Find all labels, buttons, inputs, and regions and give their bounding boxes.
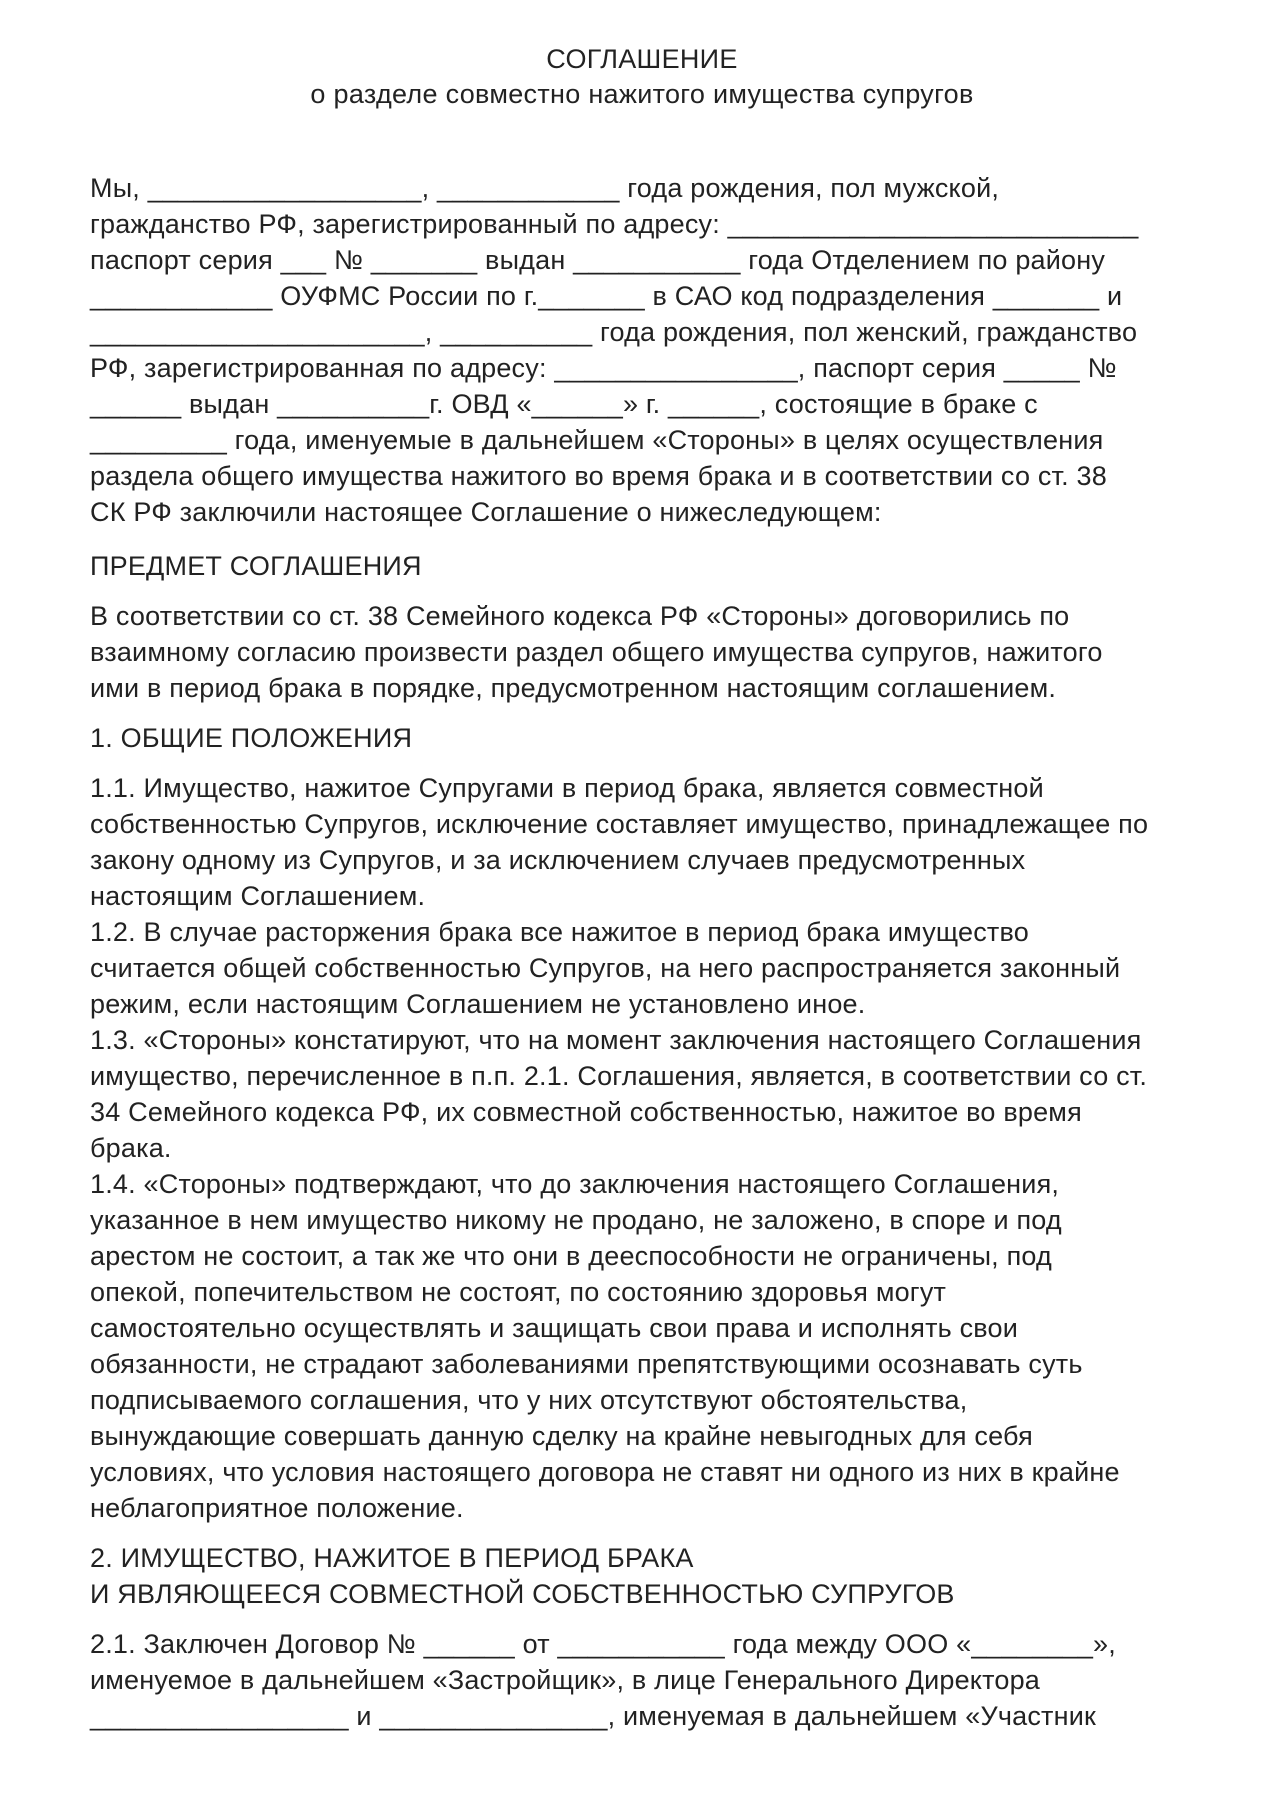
section1-line: закону одному из Супругов, и за исключением случаев предусмотренных [90, 845, 1026, 875]
section1-line: брака. [90, 1133, 172, 1163]
section2-heading-line: 2. ИМУЩЕСТВО, НАЖИТОЕ В ПЕРИОД БРАКА [90, 1543, 694, 1573]
intro-line: _________ года, именуемые в дальнейшем «Стороны» в целях осуществления [90, 425, 1104, 455]
intro-line: паспорт серия ___ № _______ выдан ___________ года Отделением по району [90, 245, 1106, 275]
intro-paragraph [90, 170, 1194, 530]
section1-line: подписываемого соглашения, что у них отсутствуют обстоятельства, [90, 1385, 968, 1415]
section1-line: считается общей собственностью Супругов, на него распространяется законный [90, 953, 1121, 983]
section2-line: именуемое в дальнейшем «Застройщик», в лице Генерального Директора [90, 1665, 1041, 1695]
section1-line: условиях, что условия настоящего договора не ставят ни одного из них в крайне [90, 1457, 1120, 1487]
intro-line: гражданство РФ, зарегистрированный по адресу: ___________________________ [90, 209, 1139, 239]
section1-line: 34 Семейного кодекса РФ, их совместной собственностью, нажитое во время [90, 1097, 1082, 1127]
section1-line: настоящим Соглашением. [90, 881, 426, 911]
section1-line: собственностью Супругов, исключение составляет имущество, принадлежащее по [90, 809, 1149, 839]
section1-line: 1.4. «Стороны» подтверждают, что до заключения настоящего Соглашения, [90, 1169, 1060, 1199]
document-subtitle: о разделе совместно нажитого имущества супругов [310, 79, 974, 109]
subject-line: ими в период брака в порядке, предусмотренном настоящим соглашением. [90, 673, 1057, 703]
section2-body [90, 1626, 1194, 1734]
intro-line: СК РФ заключили настоящее Соглашение о нижеследующем: [90, 497, 882, 527]
document-title: СОГЛАШЕНИЕ [546, 44, 738, 74]
section1-line: режим, если настоящим Соглашением не установлено иное. [90, 989, 866, 1019]
subject-line: В соответствии со ст. 38 Семейного кодекса РФ «Стороны» договорились по [90, 601, 1070, 631]
subject-paragraph [90, 598, 1194, 706]
section2-heading-line: И ЯВЛЯЮЩЕЕСЯ СОВМЕСТНОЙ СОБСТВЕННОСТЬЮ СУПРУГОВ [90, 1579, 955, 1609]
section1-line: неблагоприятное положение. [90, 1493, 464, 1523]
section1-line: обязанности, не страдают заболеваниями препятствующими осознавать суть [90, 1349, 1083, 1379]
section2-line: 2.1. Заключен Договор № ______ от ___________ года между ООО «________», [90, 1629, 1116, 1659]
intro-line: Мы, __________________, ____________ года рождения, пол мужской, [90, 173, 1000, 203]
section1-line: имущество, перечисленное в п.п. 2.1. Соглашения, является, в соответствии со ст. [90, 1061, 1148, 1091]
section1-heading: 1. ОБЩИЕ ПОЛОЖЕНИЯ [90, 723, 413, 753]
intro-line: РФ, зарегистрированная по адресу: ________________, паспорт серия _____ № [90, 353, 1117, 383]
intro-line: ______ выдан __________г. ОВД «______» г. ______, состоящие в браке с [90, 389, 1038, 419]
subject-line: взаимному согласию произвести раздел общего имущества супругов, нажитого [90, 637, 1103, 667]
section1-line: 1.1. Имущество, нажитое Супругами в период брака, является совместной [90, 773, 1044, 803]
section1-body [90, 770, 1194, 1526]
section1-line: указанное в нем имущество никому не продано, не заложено, в споре и под [90, 1205, 1062, 1235]
subject-heading: ПРЕДМЕТ СОГЛАШЕНИЯ [90, 551, 422, 581]
section2-line: _________________ и _______________, именуемая в дальнейшем «Участник [90, 1701, 1096, 1731]
section1-line: вынуждающие совершать данную сделку на крайне невыгодных для себя [90, 1421, 1033, 1451]
section1-line: 1.3. «Стороны» констатируют, что на момент заключения настоящего Соглашения [90, 1025, 1142, 1055]
intro-line: ____________ ОУФМС России по г._______ в САО код подразделения _______ и [90, 281, 1123, 311]
section1-line: 1.2. В случае расторжения брака все нажитое в период брака имущество [90, 917, 1029, 947]
section1-line: опекой, попечительством не состоят, по состоянию здоровья могут [90, 1277, 947, 1307]
intro-line: ______________________, __________ года рождения, пол женский, гражданство [90, 317, 1138, 347]
intro-line: раздела общего имущества нажитого во время брака и в соответствии со ст. 38 [90, 461, 1107, 491]
section1-line: арестом не состоит, а так же что они в дееспособности не ограничены, под [90, 1241, 1052, 1271]
section1-line: самостоятельно осуществлять и защищать свои права и исполнять свои [90, 1313, 1019, 1343]
